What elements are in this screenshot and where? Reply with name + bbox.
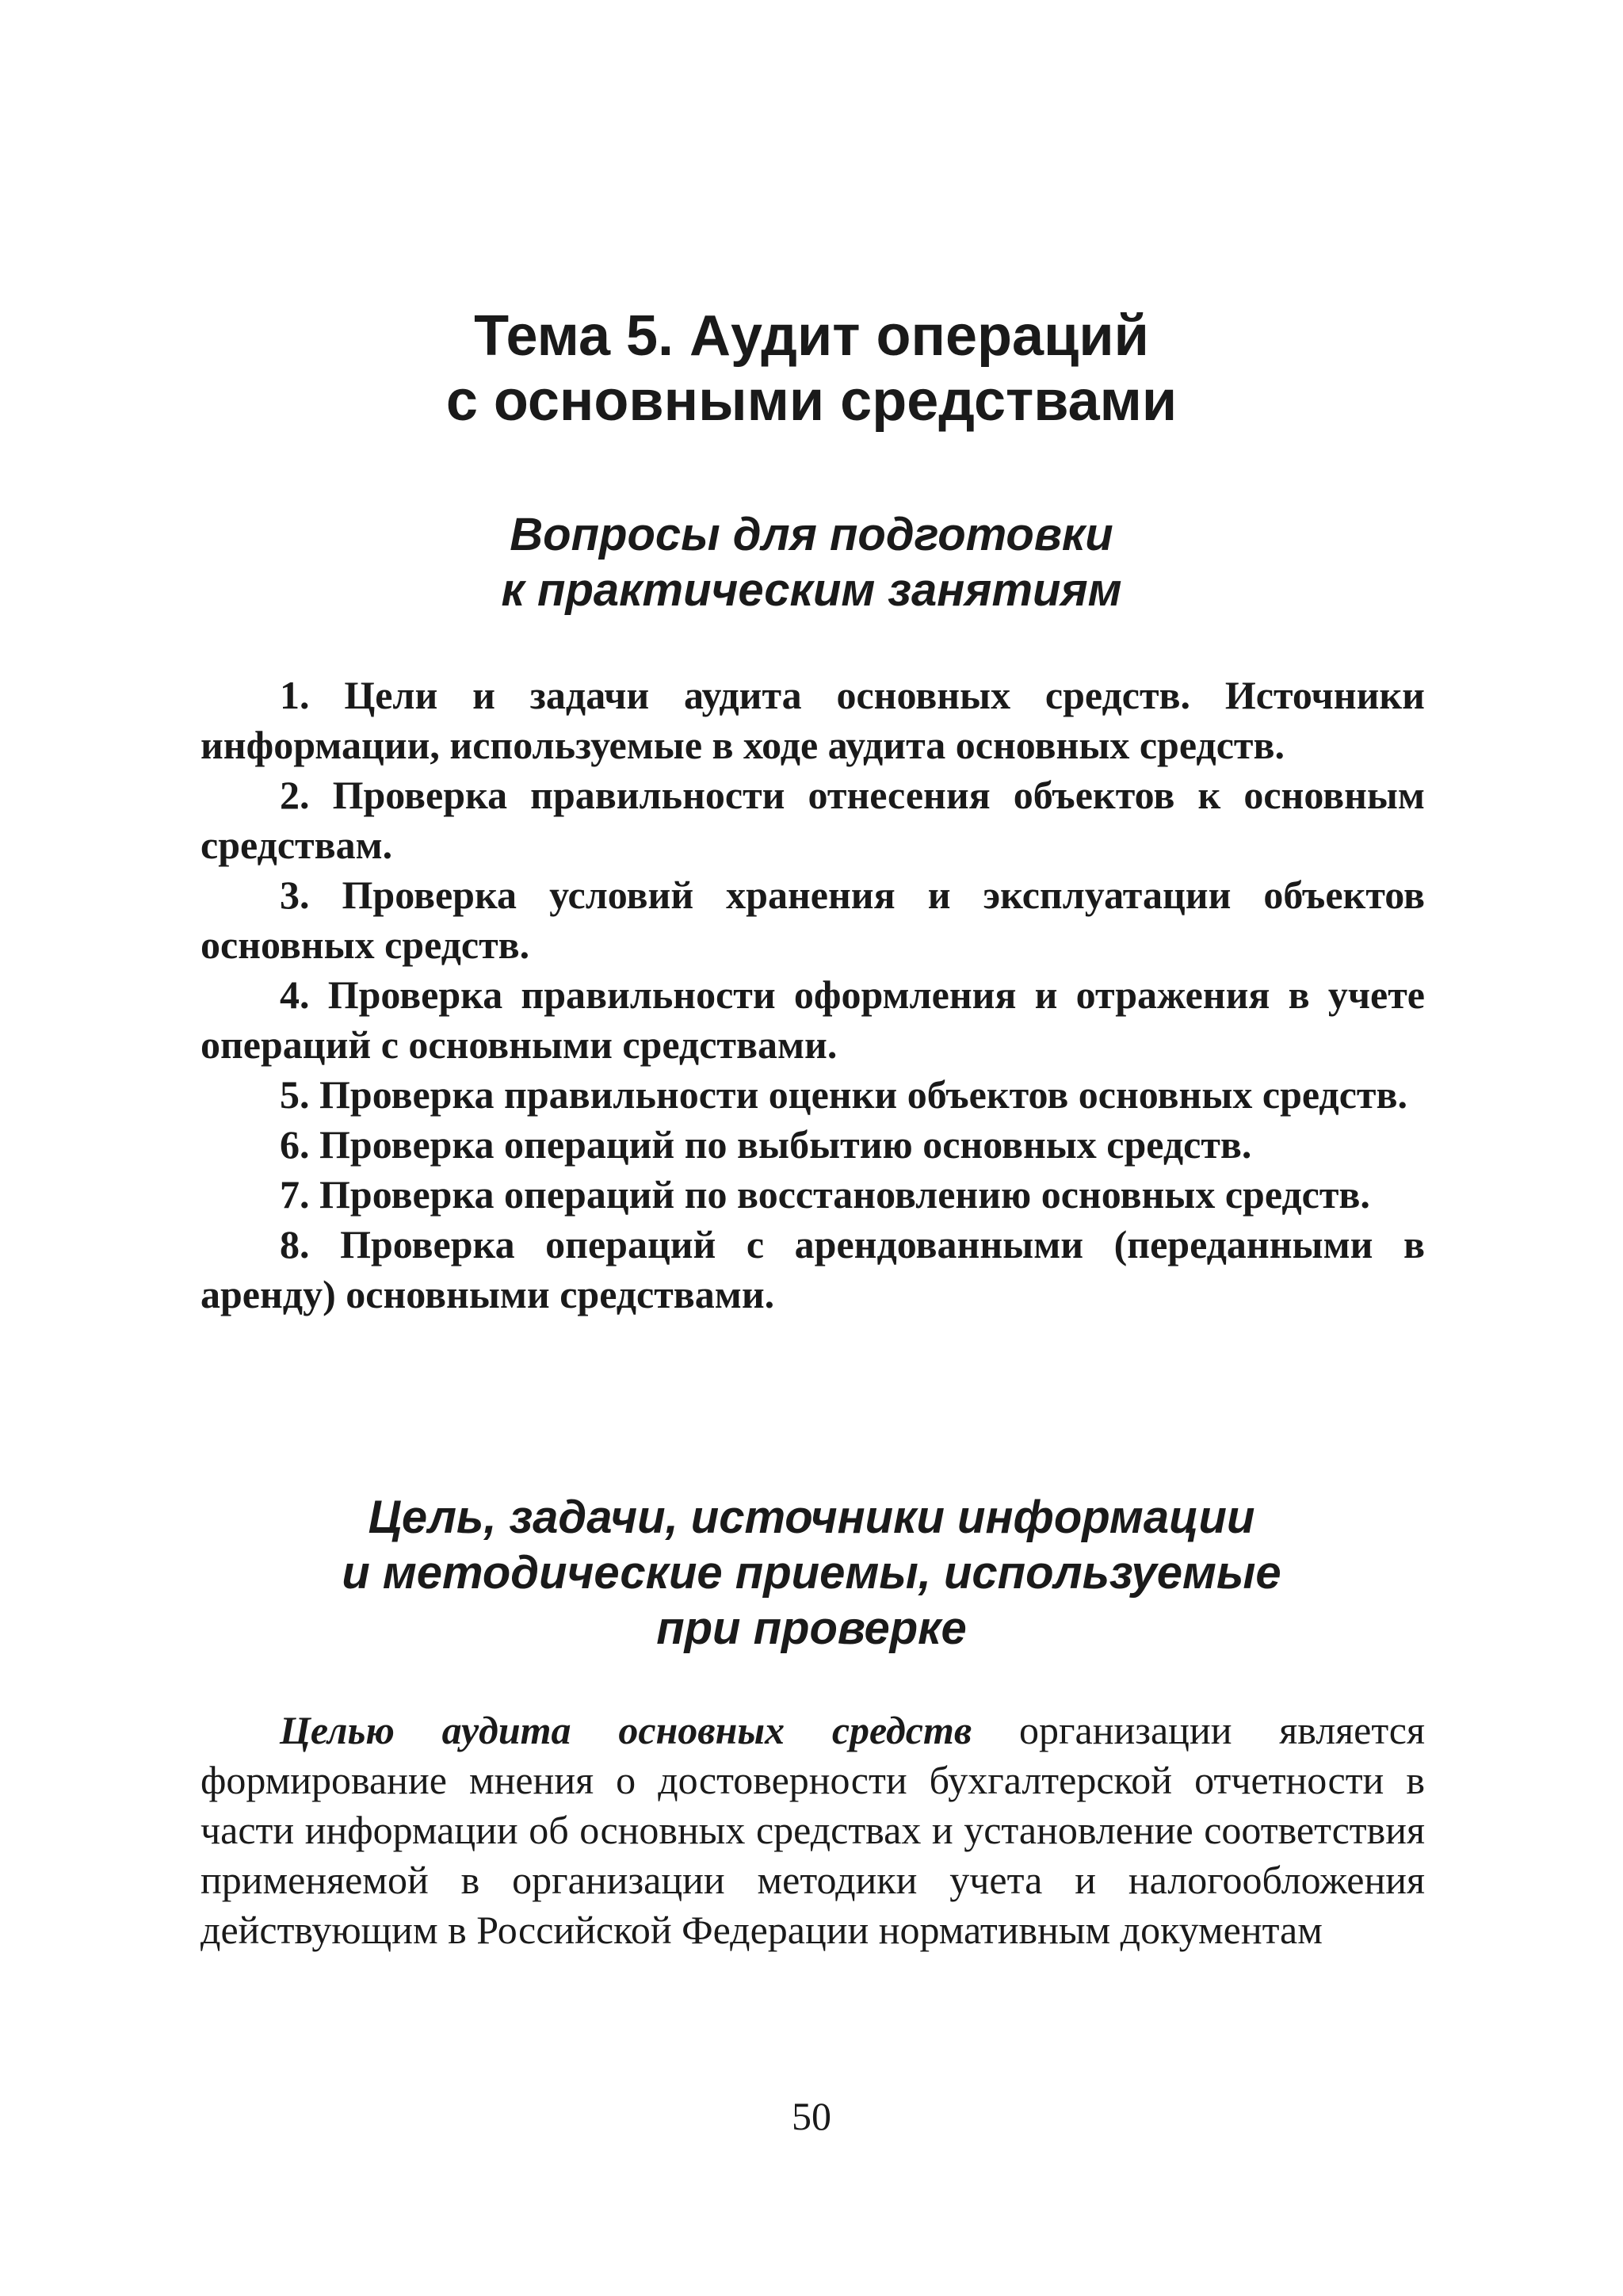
chapter-title-line: Тема 5. Аудит операций [474, 304, 1149, 368]
section-title-line: и методические приемы, используемые [342, 1547, 1281, 1599]
question-item: 6. Проверка операций по выбытию основных средств. [280, 1122, 1252, 1167]
question-item: 4. Проверка правильности оформления и отражения в учете операций с основными средствами. [200, 972, 1425, 1067]
question-item: 5. Проверка правильности оценки объектов основных средств. [280, 1072, 1407, 1117]
question-item: 2. Проверка правильности отнесения объектов к основным средствам. [200, 773, 1425, 867]
question-item: 3. Проверка условий хранения и эксплуатации объектов основных средств. [200, 873, 1425, 967]
section-title-line: Вопросы для подготовки [510, 509, 1113, 560]
chapter-title-line: с основными средствами [445, 369, 1178, 433]
page-number: 50 [792, 2094, 831, 2138]
paragraph-text: организации является формирование мнения о достоверности бухгалтерской отчетности в части информации об основных средствах и установление соответствия применяемой в организации методики учета и налогообложения действующим в Российской Федерации нормативным документам [200, 1708, 1425, 1952]
section-title-goals [0, 1490, 1623, 1656]
paragraph-emphasis: Целью аудита основных средств [280, 1708, 972, 1752]
body-paragraph [200, 1706, 1425, 1955]
question-item: 1. Цели и задачи аудита основных средств. Источники информации, используемые в ходе аудита основных средств. [200, 673, 1425, 767]
section-title-questions [0, 507, 1623, 618]
section-title-line: Цель, задачи, источники информации [368, 1492, 1255, 1543]
questions-list [200, 670, 1425, 1320]
chapter-title [0, 304, 1623, 434]
question-item: 8. Проверка операций с арендованными (переданными в аренду) основными средствами. [200, 1222, 1425, 1316]
section-title-line: к практическим занятиям [501, 564, 1122, 616]
question-item: 7. Проверка операций по восстановлению основных средств. [280, 1172, 1370, 1217]
section-title-line: при проверке [656, 1603, 967, 1654]
